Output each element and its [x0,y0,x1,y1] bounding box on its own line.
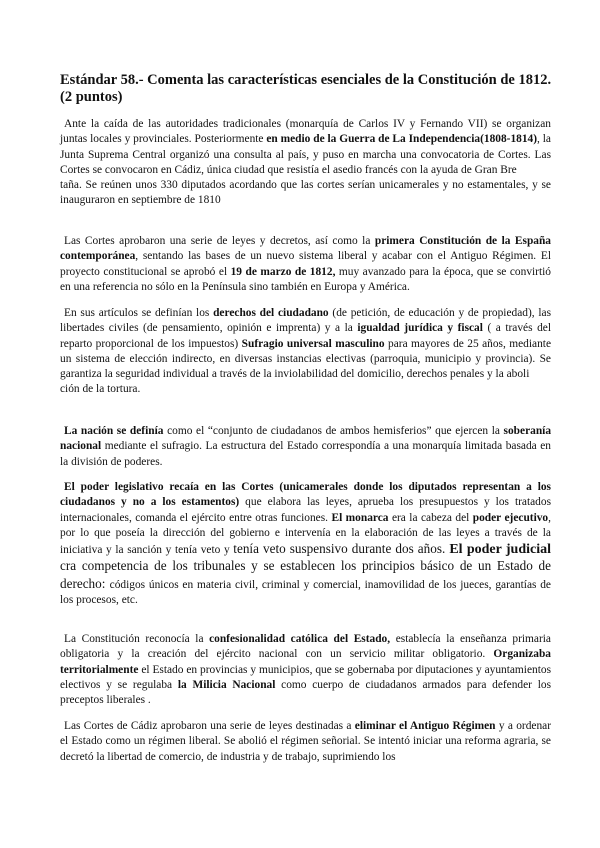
p5-bold-legislativo: El poder legislativo recaía en las Cortes (unicamerales donde los diputados representan a los ciudadanos y no a los estamentos) [60,481,551,509]
paragraph-7 [60,719,551,765]
p3-bold-derechos: derechos del ciudadano [213,307,329,319]
p1-text-a: Ante la caída de las autoridades tradicionales (monarquía de Carlos IV y Fernando VII) se organizan juntas locales y provinciales. Posteriormente [60,118,551,146]
p7-text-a: Las Cortes de Cádiz aprobaron una serie de leyes destinadas a [64,720,355,732]
paragraph-1 [60,117,551,209]
page-title: Estándar 58.- Comenta las características esenciales de la Constitución de 1812. (2 puntos) [60,72,552,105]
p5-text-d: era la cabeza del [388,511,473,524]
p5-text-i: cra competencia de los tribunales y se establecen los principios básico de un Estado de derecho: [60,558,551,591]
p6-text-a: La Constitución reconocía la [64,633,210,645]
p2-bold-constitucion: primera Constitución de la España contemporánea [60,235,552,263]
p4-text-b: como el “conjunto de ciudadanos de ambos hemisferios” que ejercen la [163,425,504,437]
p6-bold-milicia: la Milicia Nacional [177,678,276,691]
p1-text-d: taña. Se reúnen unos 330 diputados acordando que las cortes serían unicamerales y no estamentales, y se inauguraron en septiembre de 1810 [60,179,551,207]
paragraph-3 [60,306,551,398]
paragraph-6 [60,632,551,708]
p6-text-g: como cuerpo de ciudadanos armados para defender los preceptos liberales . [60,678,551,707]
p1-text-c: , la Junta Suprema Central organizó una consulta al país, y puso en marcha una convocatoria de Cortes. Las Cortes se convocaron en Cádiz, única ciudad que resistía el asedio francés con la ayuda de Gran Bre [60,133,551,176]
p5-text-b: que elabora las leyes, aprueba los presupuestos y los tratados internacionales, comanda el ejército entre otras funciones. [60,496,551,524]
p3-text-g: para mayores de 25 años, mediante un sistema de elección indirecto, en diversas instancias electivas (parroquia, municipio y provincia). Se garantiza la seguridad individual a través de la inviolabilidad del domicilio, derechos penales y la aboli [60,337,551,381]
p5-bold-ejecutivo: poder ejecutivo [472,511,549,524]
p5-bold-judicial: El poder judicial [449,542,552,558]
p6-bold-confesionalidad: confesionalidad católica del Estado, [209,633,391,645]
p6-bold-territorial: Organizaba territorialmente [60,648,551,676]
p6-text-e: el Estado en provincias y municipios, que se gobernaba por diputaciones y ayuntamientos electivos y se regulaba [60,663,551,691]
p2-text-c: , sentando las bases de un nuevo sistema liberal y acabar con el Antiguo Régimen. El proyecto constitucional se aprobó el [60,250,551,278]
p3-text-a: En sus artículos se definían los [64,307,214,319]
p5-bold-monarca: El monarca [331,511,389,524]
p1-bold-guerra: en medio de la Guerra de La Independencia(1808-1814) [266,133,538,146]
p4-bold-nacion: La nación se definía [64,425,164,437]
p3-bold-sufragio: Sufragio universal masculino [241,337,385,350]
p3-bold-igualdad: igualdad jurídica y fiscal [357,322,483,335]
p5-text-f: , por lo que poseía la dirección del gobierno e intervenía en la elaboración de las leyes a través de la iniciativa y la sanción y tenía veto y [60,511,551,557]
p2-bold-fecha: 19 de marzo de 1812, [230,265,336,278]
p2-text-a: Las Cortes aprobaron una serie de leyes y decretos, así como la [64,235,375,247]
p3-text-e: ( a través del reparto proporcional de los impuestos) [60,322,551,350]
paragraph-5 [60,480,551,608]
p3-text-h: ción de la tortura. [60,383,141,396]
p5-text-j: códigos únicos en materia civil, criminal y comercial, inamovilidad de los jueces, garantías de los procesos, etc. [60,578,551,607]
p2-text-e: muy avanzado para la época, que se convirtió en una referencia no sólo en la Península sino también en Europa y América. [60,265,551,293]
p7-bold-antiguo-regimen: eliminar el Antiguo Régimen [354,720,496,732]
p7-text-c: y a ordenar el Estado como un régimen liberal. Se abolió el régimen señorial. Se intentó iniciar una reforma agraria, se decretó la libertad de comercio, de industria y de trabajo, suprimiendo los [60,720,551,763]
p6-text-c: establecía la enseñanza primaria obligatoria y la creación del ejército nacional con un servicio militar obligatorio. [60,633,551,661]
paragraph-2 [60,234,551,295]
p4-text-d: mediante el sufragio. La estructura del Estado correspondía a una monarquía limitada basada en la división de poderes. [60,440,551,468]
paragraph-4 [60,424,551,470]
p5-text-veto: tenía veto suspensivo durante dos años. [233,541,450,557]
p4-bold-soberania: soberanía nacional [60,425,552,453]
p3-text-c: (de petición, de educación y de propiedad), las libertades civiles (de pensamiento, opinión e imprenta) y a la [60,307,552,335]
